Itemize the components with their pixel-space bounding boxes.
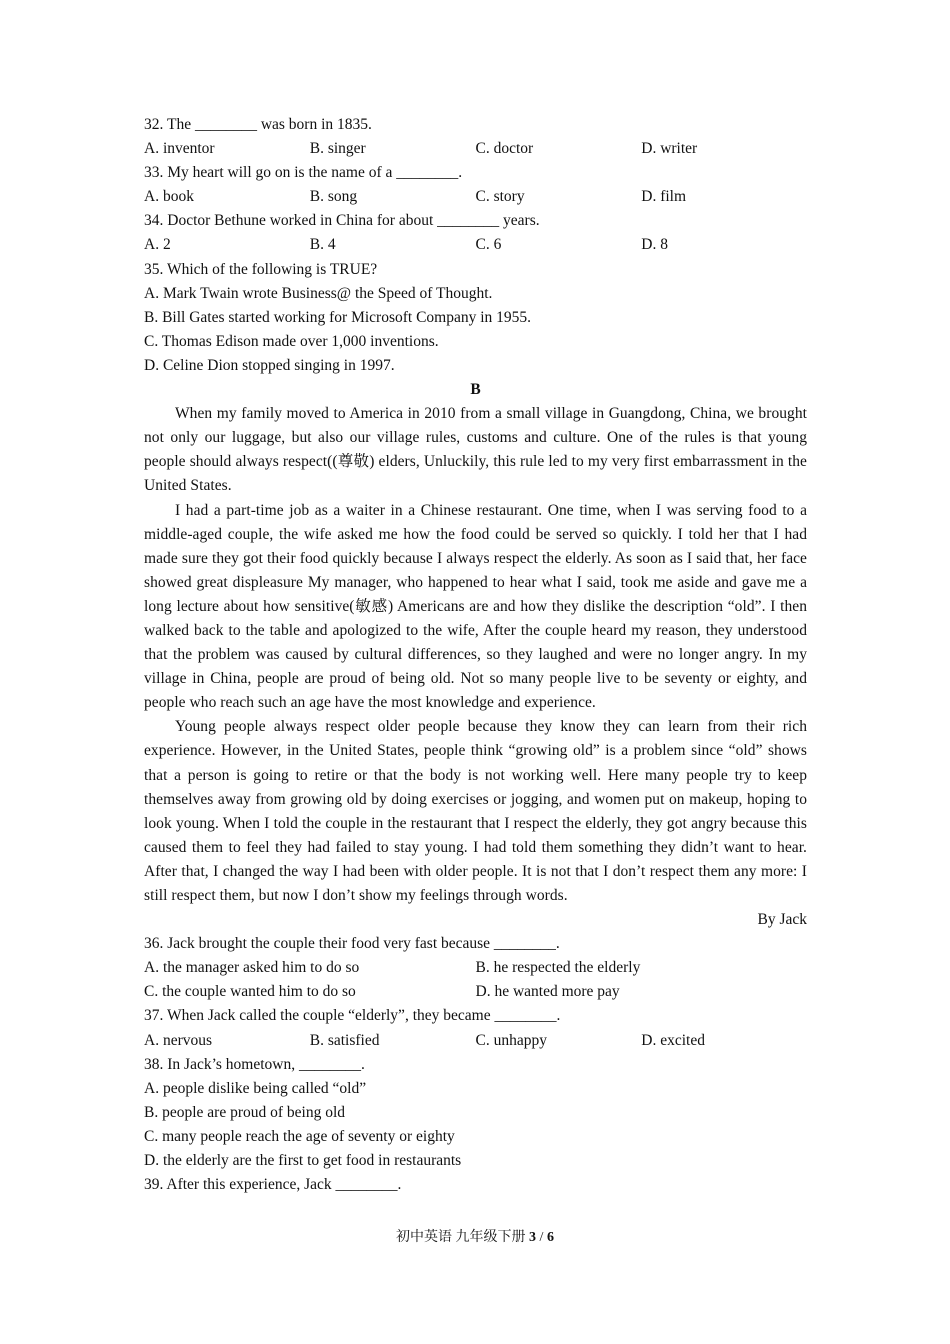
option: D. 8 xyxy=(641,236,668,254)
question-stem: 38. In Jack’s hometown, ________. xyxy=(144,1055,365,1073)
option: C. 6 xyxy=(475,236,502,254)
passage-paragraph: Young people always respect older people because they know they can learn from their rich experience. However, in the United States, people think “growing old” is a problem since “old” shows that a person is going to retire or that the body is not working well. Here many people try to keep themselves away from growing old by doing exercises or jogging, and women put on makeup, hoping to look young. When I told the couple in the restaurant that I respect the elderly, they got angry because this caused them to feel they had failed to stay young. I had told them something they didn’t want to hear. After that, I changed the way I had been with older people. It is not that I don’t respect them any more: I still respect them, but now I don’t show my feelings through words. xyxy=(144,718,807,904)
option: A. inventor xyxy=(144,140,215,158)
question-stem: 33. My heart will go on is the name of a ________. xyxy=(144,164,463,182)
question-stem: 37. When Jack called the couple “elderly”, they became ________. xyxy=(144,1007,561,1025)
option: D. Celine Dion stopped singing in 1997. xyxy=(144,356,395,374)
option: B. Bill Gates started working for Microsoft Company in 1955. xyxy=(144,308,532,326)
options-row xyxy=(144,1029,807,1053)
option: A. the manager asked him to do so xyxy=(144,959,360,977)
options-row xyxy=(144,233,807,257)
question-stem: 39. After this experience, Jack ________. xyxy=(144,1176,402,1194)
question-stem: 32. The ________ was born in 1835. xyxy=(144,116,372,133)
option: D. excited xyxy=(641,1031,705,1049)
question-stem: 35. Which of the following is TRUE? xyxy=(144,260,378,278)
option: C. doctor xyxy=(475,140,534,158)
option: D. writer xyxy=(641,140,698,158)
option: A. nervous xyxy=(144,1031,213,1049)
footer-page-total: 6 xyxy=(546,1230,554,1245)
options-row xyxy=(144,137,807,161)
option: C. the couple wanted him to do so xyxy=(144,983,356,1001)
option: C. unhappy xyxy=(475,1031,547,1049)
footer-page-number: 3 xyxy=(529,1230,537,1245)
option: D. film xyxy=(641,188,687,206)
option: C. Thomas Edison made over 1,000 inventions. xyxy=(144,332,439,350)
option: B. 4 xyxy=(309,236,336,254)
option: A. people dislike being called “old” xyxy=(144,1079,367,1097)
passage-paragraph: I had a part-time job as a waiter in a Chinese restaurant. One time, when I was serving food to a middle-aged couple, the wife asked me how the food could be served so quickly. I told her that I had made sure they got their food quickly because I always respect the elderly. As soon as I said that, her face showed great displeasure My manager, who happened to hear what I said, took me aside and gave me a long lecture about how sensitive(敏感) Americans are and how they dislike the description “old”. I then walked back to the table and apologized to the wife, After the couple heard my reason, they understood that the problem was caused by cultural differences, so they laughed and were no longer angry. In my village in China, people are proud of being old. Not so many people live to be seventy or eighty, and people who reach such an age have the most knowledge and experience. xyxy=(144,501,807,712)
option: A. book xyxy=(144,188,194,206)
option: A. Mark Twain wrote Business@ the Speed of Thought. xyxy=(144,284,493,302)
option: B. satisfied xyxy=(309,1031,380,1049)
question-stem: 34. Doctor Bethune worked in China for about ________ years. xyxy=(144,212,540,230)
section-heading: B xyxy=(470,381,481,399)
option: C. story xyxy=(475,188,525,206)
options-row xyxy=(144,956,807,980)
option: A. 2 xyxy=(144,236,171,254)
page-footer xyxy=(0,1226,950,1250)
footer-separator: / xyxy=(539,1230,544,1245)
passage-paragraph: When my family moved to America in 2010 from a small village in Guangdong, China, we brought not only our luggage, but also our village rules, customs and culture. One of the rules is that young people should always respect((尊敬) elders, Unluckily, this rule led to my very first embarrassment in the United States. xyxy=(144,405,807,495)
option: B. people are proud of being old xyxy=(144,1103,346,1121)
option: D. the elderly are the first to get food in restaurants xyxy=(144,1152,462,1170)
question-stem: 36. Jack brought the couple their food very fast because ________. xyxy=(144,935,560,953)
option: B. he respected the elderly xyxy=(475,959,641,977)
option: C. many people reach the age of seventy or eighty xyxy=(144,1127,455,1145)
option: B. singer xyxy=(309,140,366,158)
footer-subject: 初中英语 九年级下册 xyxy=(396,1230,526,1245)
options-row xyxy=(144,185,807,209)
options-row xyxy=(144,980,807,1004)
exam-page xyxy=(144,113,807,1197)
option: B. song xyxy=(309,188,358,206)
byline: By Jack xyxy=(757,911,807,929)
option: D. he wanted more pay xyxy=(475,983,620,1001)
